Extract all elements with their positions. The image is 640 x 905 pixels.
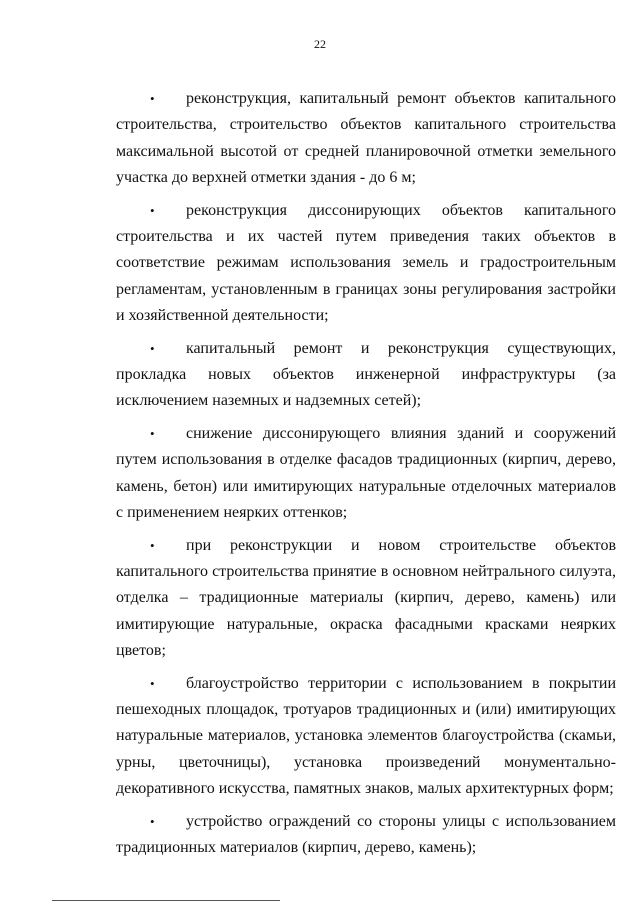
bullet-icon: • [150,340,155,356]
bullet-icon: • [150,813,155,829]
list-item [116,671,616,803]
bullet-icon: • [150,91,155,106]
bullet-icon: • [150,537,155,553]
bullet-icon: • [150,202,155,218]
list-item [116,421,616,527]
bullet-icon: • [150,675,155,691]
document-body [116,86,616,867]
list-item [116,198,616,330]
list-item-text: реконструкция, капитальный ремонт объектов капитального строительства, строительство объектов капитального строительства максимальной высотой от средней планировочной отметки земельного участка до верхней отметки здания - до 6 м; [116,90,616,187]
list-item-text: устройство ограждений со стороны улицы с использованием традиционных материалов (кирпич, дерево, камень); [116,812,616,856]
list-item-text: капитальный ремонт и реконструкция существующих, прокладка новых объектов инженерной инфраструктуры (за исключением наземных и надземных сетей); [116,339,616,410]
list-item-text: реконструкция диссонирующих объектов капитального строительства и их частей путем приведения таких объектов в соответствие режимам использования земель и градостроительным регламентам, установленным в границах зоны регулирования застройки и хозяйственной деятельности; [116,201,616,325]
list-item-text: при реконструкции и новом строительстве объектов капитального строительства принятие в основном нейтрального силуэта, отделка – традиционные материалы (кирпич, дерево, камень) или имитирующие натуральные, окраска фасадными красками неярких цветов; [116,536,616,660]
list-item [116,809,616,862]
page-number: 22 [314,37,326,51]
list-item-text: благоустройство территории с использованием в покрытии пешеходных площадок, тротуаров традиционных и (или) имитирующих натуральные материалов, установка элементов благоустройства (скамьи, урны, цветочницы), установка произведений монументально-декоративного искусства, памятных знаков, малых архитектурных форм; [116,674,616,798]
bullet-icon: • [150,425,155,441]
list-item [116,86,616,192]
list-item [116,533,616,665]
list-item-text: снижение диссонирующего влияния зданий и сооружений путем использования в отделке фасадов традиционных (кирпич, дерево, камень, бетон) или имитирующих натуральные отделочных материалов с применением неярких оттенков; [116,424,616,522]
footer-divider [52,900,280,901]
list-item [116,336,616,415]
